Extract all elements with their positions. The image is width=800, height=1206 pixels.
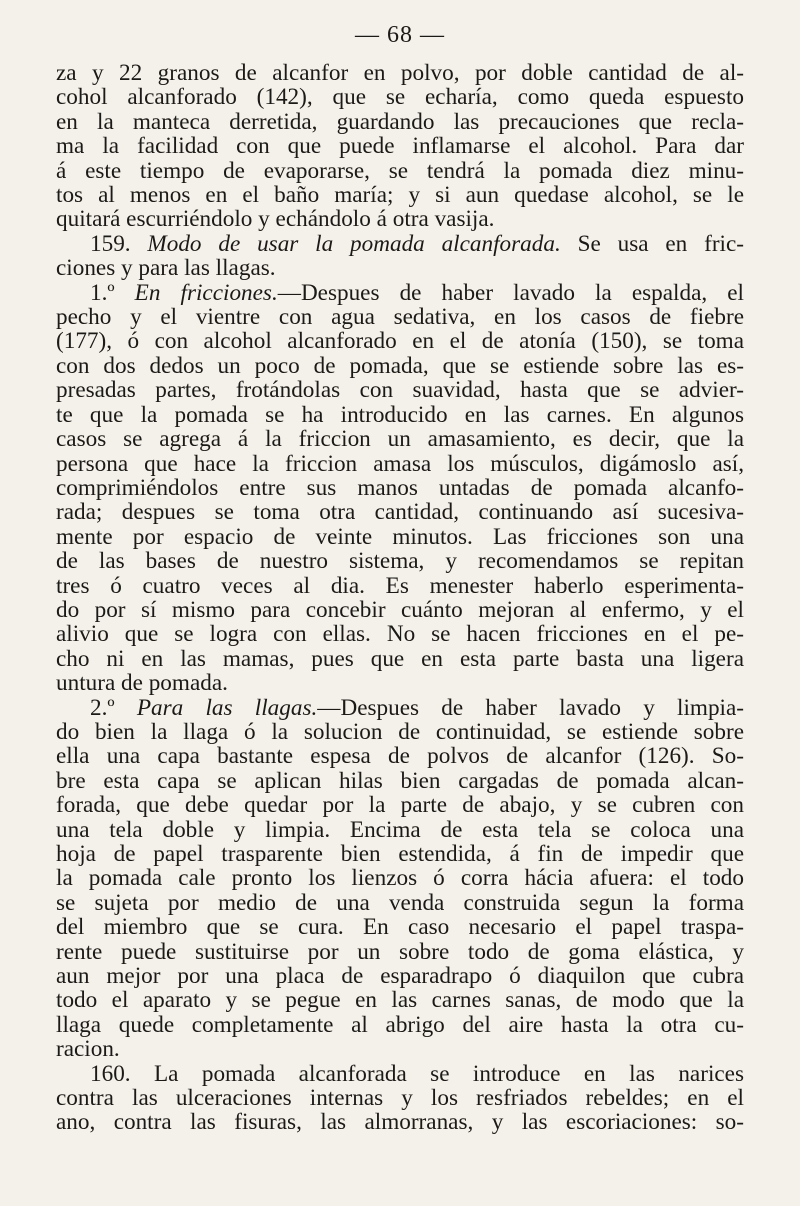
text-line: presadas partes, frotándolas con suavidad, hasta que se advier-: [56, 378, 744, 403]
text-line: do por sí mismo para concebir cuánto mejoran al enfermo, y el: [56, 597, 744, 623]
text-line: cohol alcanforado (142), que se echaría, como queda espuesto: [56, 85, 744, 110]
subsection-wounds: 2.º Para las llagas.—Despues de haber lavado y limpia-: [90, 695, 744, 720]
text-line: la pomada cale pronto los lienzos ó corra hácia afuera: el todo: [56, 866, 744, 891]
text-line: con dos dedos un poco de pomada, que se estiende sobre las es-: [56, 353, 744, 379]
text-line: te que la pomada se ha introducido en las carnes. En algunos: [56, 402, 744, 428]
text-line: rente puede sustituirse por un sobre todo de goma elástica, y: [56, 939, 744, 965]
text-line: llaga quede completamente al abrigo del aire hasta la otra cu-: [56, 1012, 744, 1038]
section-heading-160: 160. La pomada alcanforada se introduce en las narices: [90, 1061, 744, 1087]
text-line: ella una capa bastante espesa de polvos de alcanfor (126). So-: [56, 744, 744, 769]
text-line: del miembro que se cura. En caso necesario el papel traspa-: [56, 915, 744, 940]
text-line: untura de pomada.: [56, 671, 228, 696]
italic-phrase: Para las llagas.: [136, 695, 318, 720]
text-line: se sujeta por medio de una venda construida segun la forma: [56, 890, 744, 916]
text-line: ciones y para las llagas.: [56, 256, 276, 281]
italic-phrase: En fricciones.: [134, 280, 278, 306]
text-line: alivio que se logra con ellas. No se hacen fricciones en el pe-: [56, 622, 744, 647]
page-number: — 68 —: [355, 22, 445, 48]
text-line: persona que hace la friccion amasa los músculos, digámoslo así,: [56, 451, 744, 476]
text-line: ma la facilidad con que puede inflamarse el alcohol. Para dar: [56, 134, 744, 159]
text-line: mente por espacio de veinte minutos. Las fricciones son una: [56, 524, 744, 550]
text-line: de las bases de nuestro sistema, y recomendamos se repitan: [56, 549, 744, 574]
text-line: contra las ulceraciones internas y los resfriados rebeldes; en el: [56, 1086, 744, 1111]
text-line: tos al menos en el baño maría; y si aun quedase alcohol, se le: [56, 183, 744, 208]
text-line: racion.: [56, 1037, 120, 1062]
text-line: za y 22 granos de alcanfor en polvo, por doble cantidad de al-: [56, 61, 744, 86]
subsection-frictions: 1.º En fricciones.—Despues de haber lavado la espalda, el: [90, 280, 744, 306]
text-line: cho ni en las mamas, pues que en esta parte basta una ligera: [56, 646, 744, 672]
text-line: do bien la llaga ó la solucion de continuidad, se estiende sobre: [56, 719, 744, 745]
text-line: una tela doble y limpia. Encima de esta tela se coloca una: [56, 817, 744, 842]
text-line: rada; despues se toma otra cantidad, continuando así sucesiva-: [56, 500, 744, 525]
text-line: hoja de papel trasparente bien estendida, á fin de impedir que: [56, 842, 744, 867]
text-line: aun mejor por una placa de esparadrapo ó diaquilon que cubra: [56, 964, 744, 989]
section-heading-159: 159. Modo de usar la pomada alcanforada. Se usa en fric-: [90, 231, 744, 257]
text-line: casos se agrega á la friccion un amasamiento, es decir, que la: [56, 427, 744, 452]
text-line: (177), ó con alcohol alcanforado en el de atonía (150), se toma: [56, 329, 744, 354]
text-line: bre esta capa se aplican hilas bien cargadas de pomada alcan-: [56, 768, 744, 794]
text-line: á este tiempo de evaporarse, se tendrá la pomada diez minu-: [56, 158, 744, 184]
text-line: comprimiéndolos entre sus manos untadas de pomada alcanfo-: [56, 475, 744, 501]
text-line: tres ó cuatro veces al dia. Es menester haberlo esperimenta-: [56, 573, 744, 598]
text-line: en la manteca derretida, guardando las precauciones que recla-: [56, 109, 744, 135]
text-line: ano, contra las fisuras, las almorranas, y las escoriaciones: so-: [56, 1110, 744, 1135]
italic-phrase: Modo de usar la pomada alcanforada.: [147, 231, 561, 257]
body-text: [56, 61, 744, 1135]
text-line: todo el aparato y se pegue en las carnes sanas, de modo que la: [56, 988, 744, 1013]
text-line: pecho y el vientre con agua sedativa, en los casos de fiebre: [56, 305, 744, 330]
text-line: quitará escurriéndolo y echándolo á otra vasija.: [56, 207, 495, 232]
text-line: forada, que debe quedar por la parte de abajo, y se cubren con: [56, 793, 744, 818]
